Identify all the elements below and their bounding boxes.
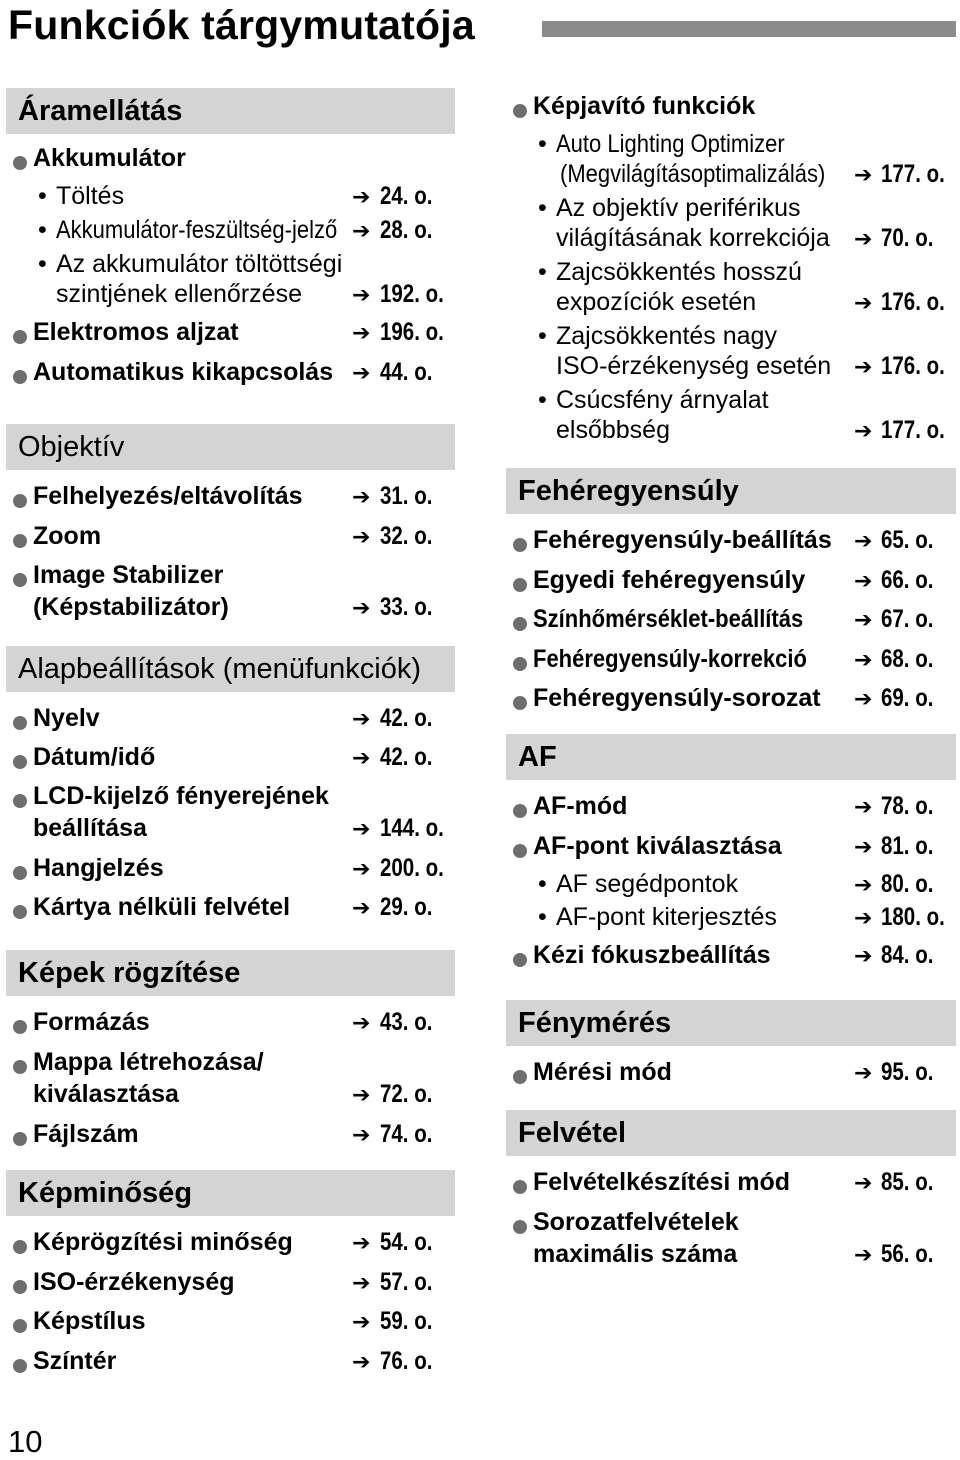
page-ref: 74. o. — [380, 1120, 433, 1148]
entry-label: Egyedi fehéregyensúly — [533, 566, 806, 594]
entry-label: Dátum/idő — [33, 743, 156, 771]
page-ref: 200. o. — [380, 854, 444, 882]
section-record — [6, 996, 455, 1170]
page-ref: 24. o. — [380, 182, 433, 210]
entry-label: Fehéregyensúly-korrekció — [533, 645, 807, 673]
arrow-icon: ➔ — [352, 484, 371, 509]
entry-label-line2: maximális száma — [533, 1240, 738, 1268]
page-ref: 80. o. — [881, 870, 934, 898]
entry-label-line1: LCD-kijelző fényerejének — [33, 782, 329, 810]
entry-label-line2: beállítása — [33, 814, 147, 842]
arrow-icon: ➔ — [854, 905, 873, 930]
bullet-icon — [13, 534, 27, 548]
arrow-icon: ➔ — [854, 226, 873, 251]
sub-bullet-icon: • — [538, 130, 547, 158]
entry-label: Színhőmérséklet-beállítás — [533, 605, 804, 633]
sub-bullet-icon: • — [538, 903, 547, 931]
page-ref: 67. o. — [881, 605, 934, 633]
bullet-icon — [513, 844, 527, 858]
arrow-icon: ➔ — [352, 856, 371, 881]
entry-label: AF-pont kiterjesztés — [556, 903, 777, 931]
page-ref: 28. o. — [380, 216, 433, 244]
entry-label: Felvételkészítési mód — [533, 1168, 791, 1196]
arrow-icon: ➔ — [854, 834, 873, 859]
bullet-icon — [13, 755, 27, 769]
page-ref: 56. o. — [881, 1240, 934, 1268]
page-ref: 54. o. — [380, 1228, 433, 1256]
entry-label: Színtér — [33, 1347, 117, 1375]
section-record-header: Képek rögzítése — [6, 950, 455, 996]
arrow-icon: ➔ — [352, 282, 371, 307]
arrow-icon: ➔ — [352, 320, 371, 345]
bullet-icon — [513, 804, 527, 818]
page-ref: 32. o. — [380, 522, 433, 550]
entry-label-line1: Az objektív periférikus — [556, 194, 801, 222]
entry-label-line2: ISO-érzékenység esetén — [556, 352, 832, 380]
arrow-icon: ➔ — [352, 816, 371, 841]
arrow-icon: ➔ — [352, 745, 371, 770]
entry-label-line2: világításának korrekciója — [556, 224, 830, 252]
page-ref: 69. o. — [881, 684, 934, 712]
entry-label-line1: Mappa létrehozása/ — [33, 1048, 264, 1076]
page-number: 10 — [8, 1424, 43, 1459]
page-ref: 84. o. — [881, 941, 934, 969]
section-af — [506, 780, 956, 1000]
arrow-icon: ➔ — [352, 218, 371, 243]
entry-label: Fájlszám — [33, 1120, 139, 1148]
arrow-icon: ➔ — [854, 418, 873, 443]
arrow-icon: ➔ — [854, 1060, 873, 1085]
page-ref: 42. o. — [380, 743, 433, 771]
arrow-icon: ➔ — [352, 524, 371, 549]
bullet-icon — [13, 330, 27, 344]
entry-label: Kártya nélküli felvétel — [33, 893, 291, 921]
section-wb-header: Fehéregyensúly — [506, 468, 956, 514]
arrow-icon: ➔ — [352, 895, 371, 920]
bullet-icon — [13, 370, 27, 384]
bullet-icon — [513, 538, 527, 552]
page-ref: 66. o. — [881, 566, 934, 594]
entry-label: Automatikus kikapcsolás — [33, 358, 334, 386]
section-lens — [6, 470, 455, 646]
arrow-icon: ➔ — [352, 1122, 371, 1147]
section-power — [6, 134, 455, 424]
entry-label-line2: kiválasztása — [33, 1080, 179, 1108]
sub-bullet-icon: • — [38, 250, 47, 278]
page-ref: 180. o. — [881, 903, 945, 931]
entry-label: Fehéregyensúly-sorozat — [533, 684, 821, 712]
bullet-icon — [13, 794, 27, 808]
arrow-icon: ➔ — [854, 568, 873, 593]
page-ref: 72. o. — [380, 1080, 433, 1108]
page-ref: 43. o. — [380, 1008, 433, 1036]
entry-label-line1: Auto Lighting Optimizer — [556, 130, 785, 158]
page-ref: 59. o. — [380, 1307, 433, 1335]
arrow-icon: ➔ — [854, 1242, 873, 1267]
arrow-icon: ➔ — [854, 1170, 873, 1195]
entry-label-line2: (Megvilágításoptimalizálás) — [560, 160, 826, 188]
page-ref: 68. o. — [881, 645, 934, 673]
entry-label: Nyelv — [33, 704, 100, 732]
arrow-icon: ➔ — [854, 872, 873, 897]
bullet-icon — [13, 1280, 27, 1294]
sub-bullet-icon: • — [538, 258, 547, 286]
bullet-icon — [13, 1020, 27, 1034]
entry-label: Akkumulátor-feszültség-jelző — [56, 216, 338, 244]
arrow-icon: ➔ — [352, 1270, 371, 1295]
bullet-icon — [513, 1220, 527, 1234]
bullet-icon — [13, 1240, 27, 1254]
bullet-icon — [13, 1319, 27, 1333]
arrow-icon: ➔ — [854, 354, 873, 379]
page-ref: 42. o. — [380, 704, 433, 732]
entry-label: Hangjelzés — [33, 854, 164, 882]
bullet-icon — [13, 1132, 27, 1146]
arrow-icon: ➔ — [352, 360, 371, 385]
entry-label: Képstílus — [33, 1307, 146, 1335]
entry-label: Elektromos aljzat — [33, 318, 239, 346]
bullet-icon — [513, 1180, 527, 1194]
arrow-icon: ➔ — [854, 686, 873, 711]
page-ref: 176. o. — [881, 352, 945, 380]
bullet-icon — [513, 104, 527, 118]
page-ref: 76. o. — [380, 1347, 433, 1375]
page-ref: 29. o. — [380, 893, 433, 921]
bullet-icon — [513, 953, 527, 967]
page-ref: 33. o. — [380, 593, 433, 621]
entry-label: Felhelyezés/eltávolítás — [33, 482, 303, 510]
arrow-icon: ➔ — [352, 1230, 371, 1255]
right-column — [506, 88, 956, 1276]
bullet-icon — [13, 1060, 27, 1074]
page-title: Funkciók tárgymutatója — [8, 2, 475, 48]
bullet-icon — [13, 1359, 27, 1373]
entry-label-line2: szintjének ellenőrzése — [56, 280, 302, 308]
entry-label: Akkumulátor — [33, 144, 186, 172]
bullet-icon — [13, 573, 27, 587]
arrow-icon: ➔ — [854, 607, 873, 632]
bullet-icon — [13, 494, 27, 508]
sub-bullet-icon: • — [38, 216, 47, 244]
section-shooting — [506, 1156, 956, 1276]
section-metering — [506, 1046, 956, 1110]
entry-label: Képrögzítési minőség — [33, 1228, 293, 1256]
entry-label: Képjavító funkciók — [533, 92, 756, 120]
bullet-icon — [513, 617, 527, 631]
sub-bullet-icon: • — [538, 194, 547, 222]
page-ref: 81. o. — [881, 832, 934, 860]
bullet-icon — [13, 905, 27, 919]
page-ref: 70. o. — [881, 224, 934, 252]
bullet-icon — [513, 1070, 527, 1084]
section-shooting-header: Felvétel — [506, 1110, 956, 1156]
bullet-icon — [13, 866, 27, 880]
bullet-icon — [13, 716, 27, 730]
arrow-icon: ➔ — [854, 794, 873, 819]
entry-label: ISO-érzékenység — [33, 1268, 235, 1296]
entry-label: Kézi fókuszbeállítás — [533, 941, 771, 969]
entry-label: Töltés — [56, 182, 125, 210]
section-enhance — [506, 88, 956, 468]
entry-label: AF-mód — [533, 792, 628, 820]
entry-label-line1: Sorozatfelvételek — [533, 1208, 739, 1236]
entry-label: Mérési mód — [533, 1058, 672, 1086]
section-quality — [6, 1216, 455, 1386]
page-ref: 196. o. — [380, 318, 444, 346]
page-ref: 78. o. — [881, 792, 934, 820]
page-ref: 177. o. — [881, 416, 945, 444]
section-quality-header: Képminőség — [6, 1170, 455, 1216]
arrow-icon: ➔ — [352, 1082, 371, 1107]
entry-label-line1: Image Stabilizer — [33, 561, 224, 589]
entry-label-line2: expozíciók esetén — [556, 288, 757, 316]
bullet-icon — [13, 156, 27, 170]
entry-label-line2: elsőbbség — [556, 416, 670, 444]
page-ref: 144. o. — [380, 814, 444, 842]
page-ref: 95. o. — [881, 1058, 934, 1086]
page-ref: 192. o. — [380, 280, 444, 308]
sub-bullet-icon: • — [38, 182, 47, 210]
sub-bullet-icon: • — [538, 386, 547, 414]
arrow-icon: ➔ — [352, 595, 371, 620]
section-basic — [6, 692, 455, 950]
entry-label: Fehéregyensúly-beállítás — [533, 526, 832, 554]
entry-label: Formázás — [33, 1008, 150, 1036]
arrow-icon: ➔ — [352, 184, 371, 209]
entry-label-line1: Az akkumulátor töltöttségi — [56, 250, 343, 278]
arrow-icon: ➔ — [352, 1349, 371, 1374]
entry-label: AF segédpontok — [556, 870, 739, 898]
entry-label-line1: Csúcsfény árnyalat — [556, 386, 769, 414]
sub-bullet-icon: • — [538, 322, 547, 350]
page-ref: 57. o. — [380, 1268, 433, 1296]
entry-label: AF-pont kiválasztása — [533, 832, 782, 860]
page-ref: 31. o. — [380, 482, 433, 510]
arrow-icon: ➔ — [854, 943, 873, 968]
page-ref: 176. o. — [881, 288, 945, 316]
arrow-icon: ➔ — [854, 162, 873, 187]
entry-label-line2: (Képstabilizátor) — [33, 593, 229, 621]
left-column — [6, 88, 455, 1386]
title-rule — [542, 21, 956, 37]
section-wb — [506, 514, 956, 734]
page-ref: 177. o. — [881, 160, 945, 188]
sub-bullet-icon: • — [538, 870, 547, 898]
bullet-icon — [513, 578, 527, 592]
arrow-icon: ➔ — [352, 1309, 371, 1334]
page-ref: 65. o. — [881, 526, 934, 554]
arrow-icon: ➔ — [352, 706, 371, 731]
arrow-icon: ➔ — [352, 1010, 371, 1035]
page-ref: 44. o. — [380, 358, 433, 386]
section-power-header: Áramellátás — [6, 88, 455, 134]
arrow-icon: ➔ — [854, 290, 873, 315]
entry-label-line1: Zajcsökkentés nagy — [556, 322, 777, 350]
bullet-icon — [513, 696, 527, 710]
arrow-icon: ➔ — [854, 647, 873, 672]
entry-label-line1: Zajcsökkentés hosszú — [556, 258, 802, 286]
entry-label: Zoom — [33, 522, 102, 550]
section-basic-header: Alapbeállítások (menüfunkciók) — [6, 646, 455, 692]
section-metering-header: Fénymérés — [506, 1000, 956, 1046]
bullet-icon — [513, 657, 527, 671]
arrow-icon: ➔ — [854, 528, 873, 553]
section-af-header: AF — [506, 734, 956, 780]
section-lens-header: Objektív — [6, 424, 455, 470]
page-ref: 85. o. — [881, 1168, 934, 1196]
